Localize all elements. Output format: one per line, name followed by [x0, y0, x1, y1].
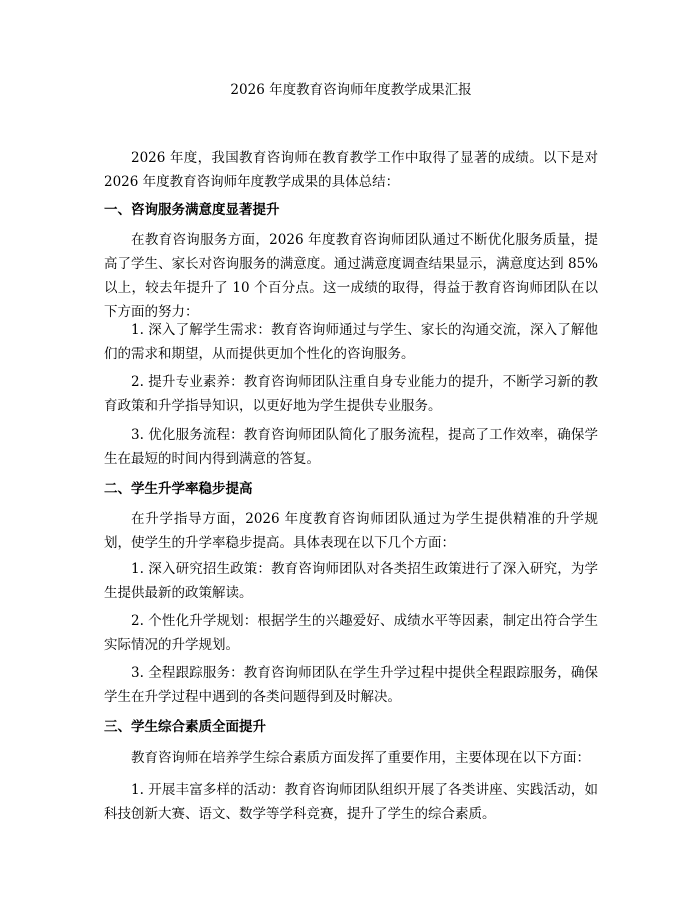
section-1-item-3: 3. 优化服务流程：教育咨询师团队简化了服务流程，提高了工作效率，确保学生在最短的时间内得到满意的答复。 [104, 427, 598, 467]
section-2-lead: 在升学指导方面，2026 年度教育咨询师团队通过为学生提供精准的升学规划，使学生的升学率稳步提高。具体表现在以下几个方面： [104, 511, 598, 551]
section-3-lead: 教育咨询师在培养学生综合素质方面发挥了重要作用，主要体现在以下方面： [131, 750, 590, 766]
section-3-heading: 三、学生综合素质全面提升 [104, 719, 266, 735]
section-1-lead: 在教育咨询服务方面，2026 年度教育咨询师团队通过不断优化服务质量，提高了学生、家长对咨询服务的满意度。通过满意度调查结果显示，满意度达到 85%以上，较去年提升了 10 个百分点。这一成绩的取得，得益于教育咨询师团队在以下方面的努力： [104, 232, 598, 320]
section-2-heading: 二、学生升学率稳步提高 [104, 481, 253, 497]
section-2-item-1: 1. 深入研究招生政策：教育咨询师团队对各类招生政策进行了深入研究，为学生提供最新的政策解读。 [104, 561, 598, 601]
intro-paragraph: 2026 年度，我国教育咨询师在教育教学工作中取得了显著的成绩。以下是对 2026 年度教育咨询师年度教学成果的具体总结： [104, 150, 598, 190]
document-title: 2026 年度教育咨询师年度教学成果汇报 [230, 82, 472, 98]
section-2-item-3: 3. 全程跟踪服务：教育咨询师团队在学生升学过程中提供全程跟踪服务，确保学生在升学过程中遇到的各类问题得到及时解决。 [104, 665, 598, 705]
section-1-item-2: 2. 提升专业素养：教育咨询师团队注重自身专业能力的提升，不断学习新的教育政策和升学指导知识，以更好地为学生提供专业服务。 [104, 374, 598, 414]
section-3-item-1: 1. 开展丰富多样的活动：教育咨询师团队组织开展了各类讲座、实践活动，如科技创新大赛、语文、数学等学科竞赛，提升了学生的综合素质。 [104, 782, 598, 822]
section-1-heading: 一、咨询服务满意度显著提升 [104, 202, 280, 218]
section-1-item-1: 1. 深入了解学生需求：教育咨询师通过与学生、家长的沟通交流，深入了解他们的需求和期望，从而提供更加个性化的咨询服务。 [104, 322, 598, 362]
section-2-item-2: 2. 个性化升学规划：根据学生的兴趣爱好、成绩水平等因素，制定出符合学生实际情况的升学规划。 [104, 613, 598, 653]
